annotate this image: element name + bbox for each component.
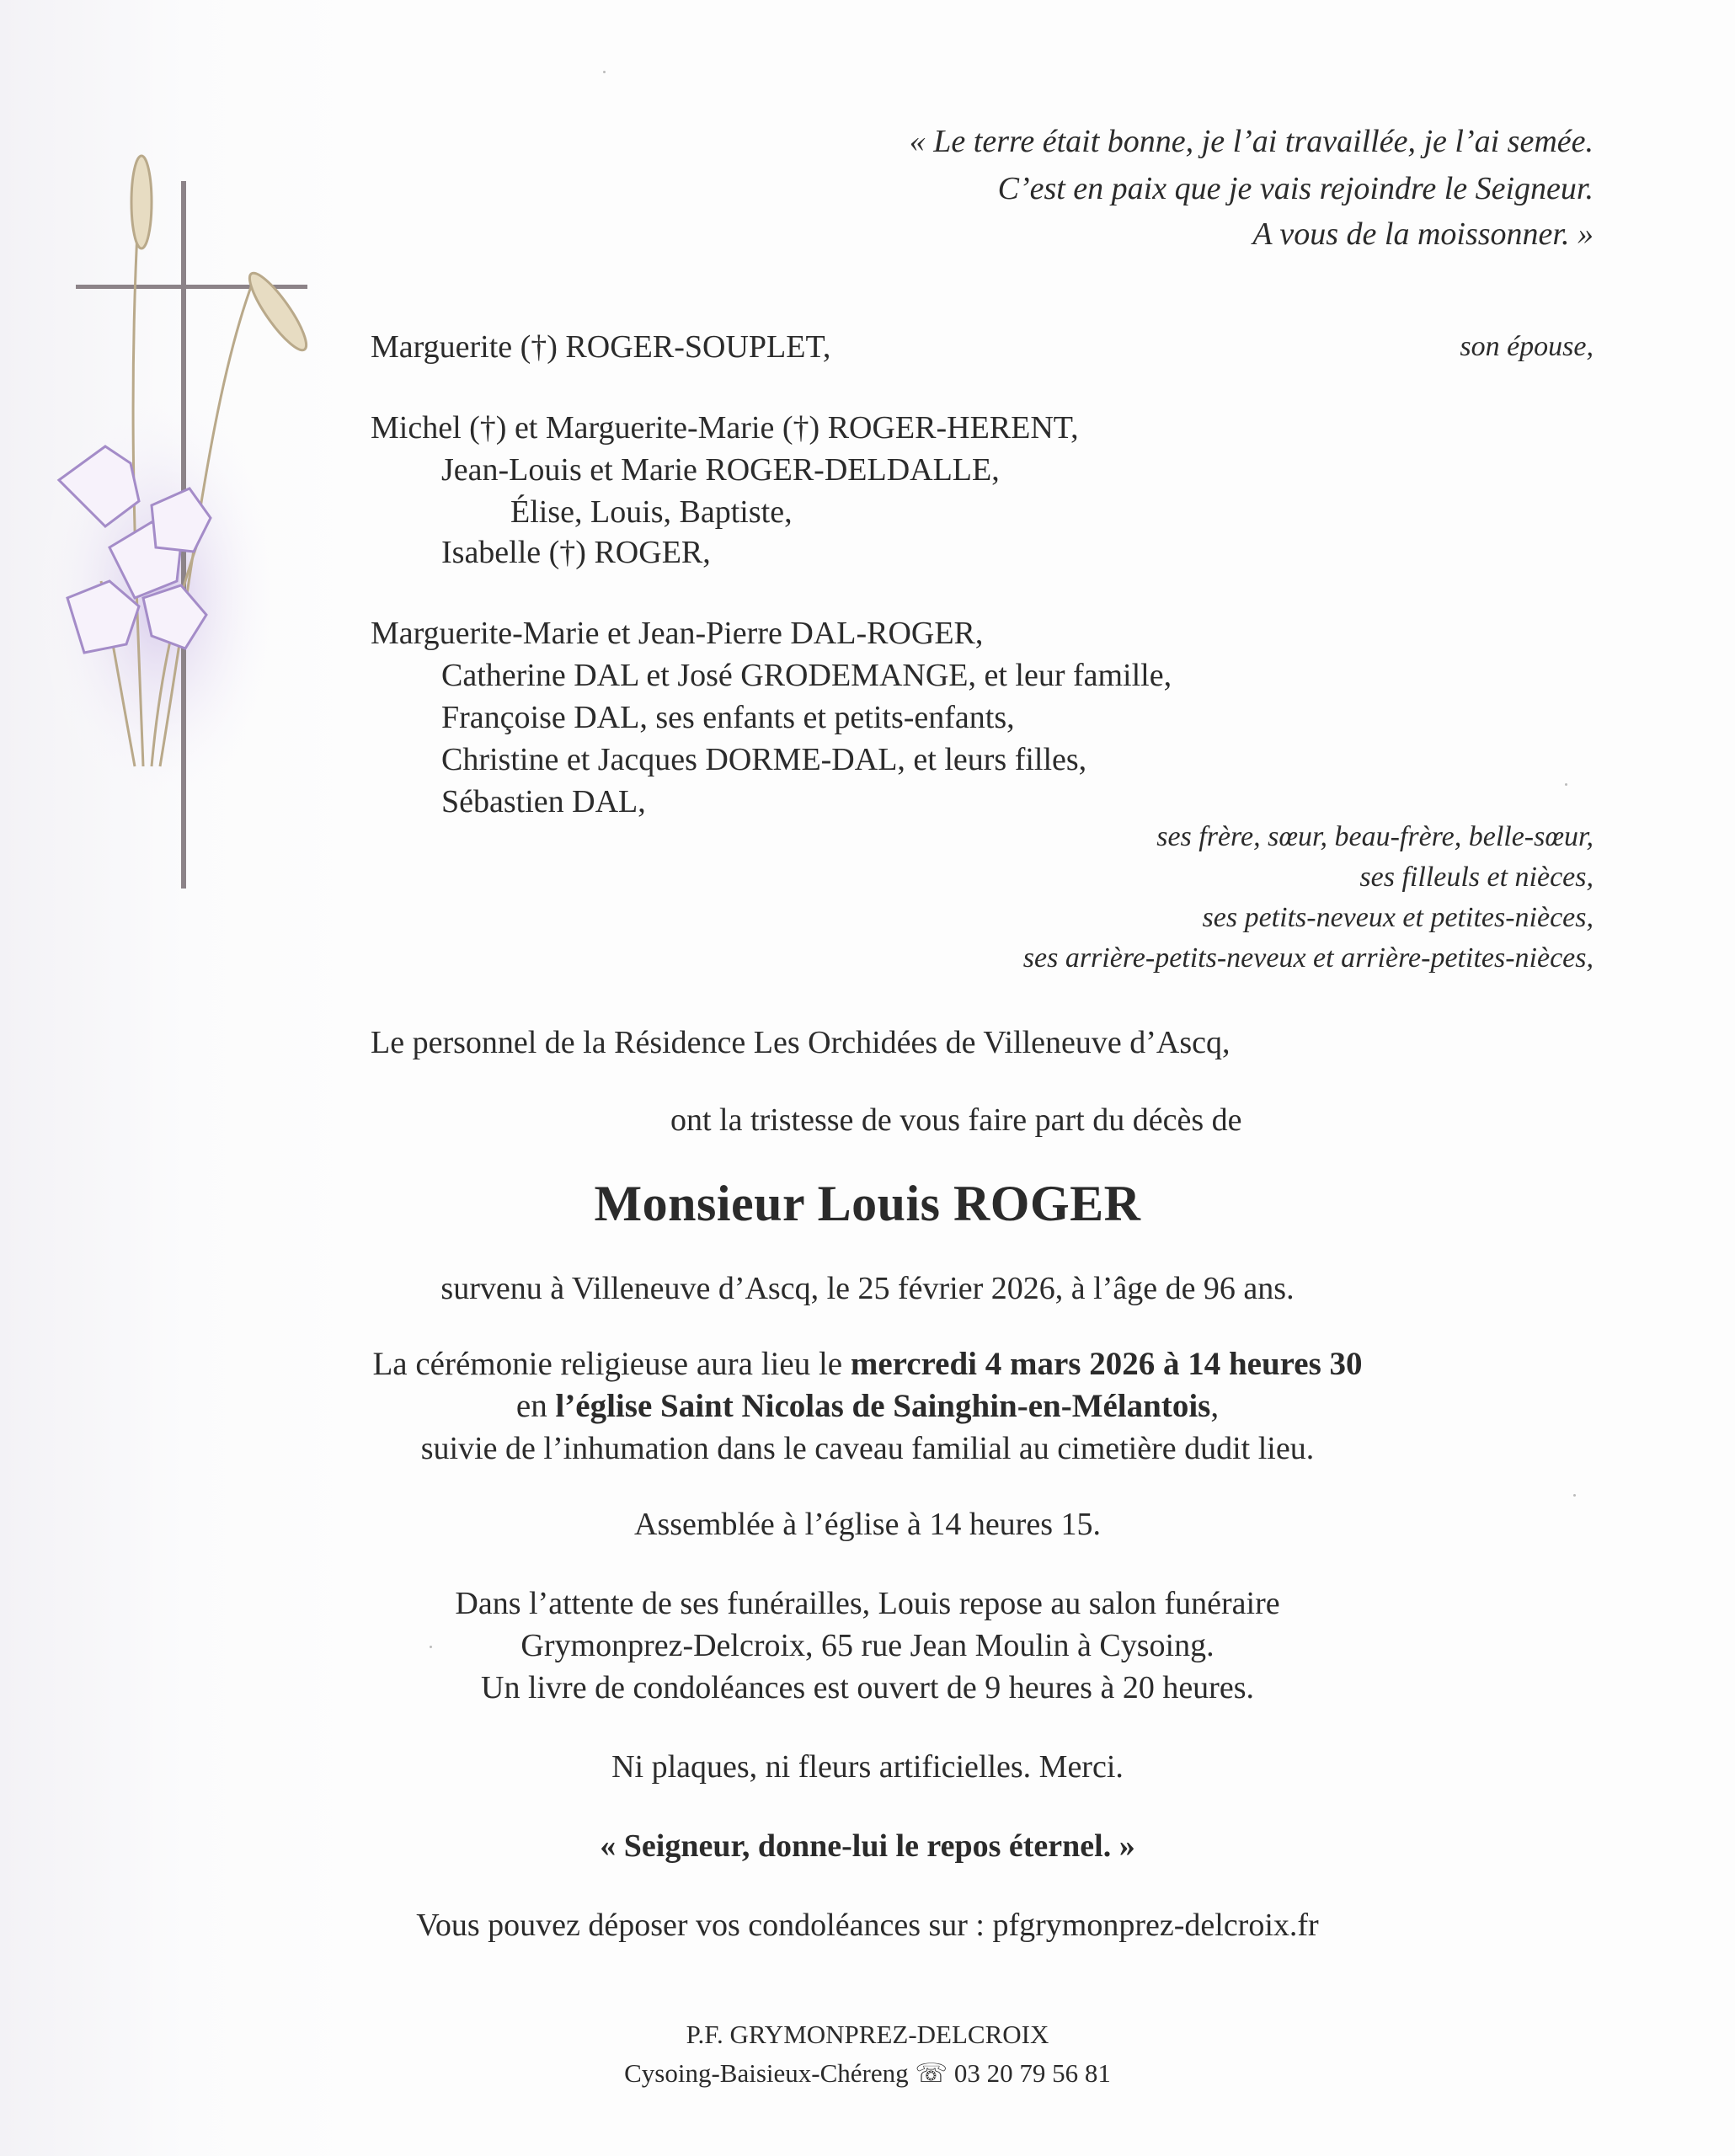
relation-line: ses arrière-petits-neveux et arrière-petites-nièces, <box>1022 942 1594 974</box>
relation-line: ses petits-neveux et petites-nièces, <box>1202 902 1594 933</box>
footer-contact <box>0 2053 1735 2094</box>
footer-company: P.F. GRYMONPREZ-DELCROIX <box>686 2020 1049 2049</box>
ceremony-line-3: suivie de l’inhumation dans le caveau familial au cimetière dudit lieu. <box>420 1431 1315 1466</box>
footer-phone: 03 20 79 56 81 <box>953 2058 1111 2088</box>
cross-flowers-illustration <box>34 126 320 910</box>
family-line: Françoise DAL, ses enfants et petits-enfants, <box>441 700 1015 735</box>
announcement-line: ont la tristesse de vous faire part du décès de <box>670 1102 1242 1138</box>
rest-line: Un livre de condoléances est ouvert de 9 heures à 20 heures. <box>481 1670 1254 1705</box>
family-line: Élise, Louis, Baptiste, <box>510 494 793 530</box>
ceremony-text: La cérémonie religieuse aura lieu le <box>372 1346 851 1382</box>
family-line: Catherine DAL et José GRODEMANGE, et leur famille, <box>441 658 1172 693</box>
prayer-line: « Seigneur, donne-lui le repos éternel. » <box>600 1828 1135 1864</box>
ceremony-text: , <box>1210 1388 1220 1424</box>
family-line: Marguerite-Marie et Jean-Pierre DAL-ROGER, <box>371 616 984 651</box>
scan-speck <box>1573 1494 1576 1497</box>
family-line: Isabelle (†) ROGER, <box>441 535 711 570</box>
epigraph-line-2: C’est en paix que je vais rejoindre le Seigneur. <box>997 171 1594 206</box>
family-line: Jean-Louis et Marie ROGER-DELDALLE, <box>441 452 1000 488</box>
scan-speck <box>430 1646 432 1648</box>
death-info: survenu à Villeneuve d’Ascq, le 25 février 2026, à l’âge de 96 ans. <box>440 1271 1295 1306</box>
rest-line: Dans l’attente de ses funérailles, Louis repose au salon funéraire <box>455 1586 1280 1621</box>
condolences-line: Vous pouvez déposer vos condoléances sur : pfgrymonprez-delcroix.fr <box>416 1908 1319 1943</box>
family-line: Christine et Jacques DORME-DAL, et leurs filles, <box>441 742 1087 777</box>
family-line: Sébastien DAL, <box>441 784 646 819</box>
assembly-line: Assemblée à l’église à 14 heures 15. <box>634 1507 1101 1542</box>
relation-line: ses filleuls et nièces, <box>1359 862 1594 893</box>
ceremony-datetime: mercredi 4 mars 2026 à 14 heures 30 <box>850 1346 1363 1382</box>
ceremony-place: l’église Saint Nicolas de Sainghin-en-Mélantois <box>555 1388 1211 1424</box>
ceremony-text: en <box>515 1388 556 1424</box>
family-line: Michel (†) et Marguerite-Marie (†) ROGER-HERENT, <box>371 410 1079 446</box>
scan-speck <box>1565 783 1567 786</box>
spouse-relation: son épouse, <box>1460 331 1594 362</box>
relation-line: ses frère, sœur, beau-frère, belle-sœur, <box>1156 821 1594 852</box>
staff-line: Le personnel de la Résidence Les Orchidées de Villeneuve d’Ascq, <box>371 1025 1231 1060</box>
phone-icon: ☏ <box>915 2058 948 2088</box>
footer-locations: Cysoing-Baisieux-Chéreng <box>624 2058 909 2088</box>
epigraph-line-1: « Le terre était bonne, je l’ai travaillée, je l’ai semée. <box>909 124 1594 159</box>
rest-line: Grymonprez-Delcroix, 65 rue Jean Moulin à Cysoing. <box>520 1628 1214 1663</box>
flowers-notice: Ni plaques, ni fleurs artificielles. Merci. <box>611 1749 1124 1785</box>
deceased-name: Monsieur Louis ROGER <box>594 1176 1141 1231</box>
spouse-name: Marguerite (†) ROGER-SOUPLET, <box>371 329 831 365</box>
ceremony-line-1 <box>0 1344 1735 1385</box>
ceremony-line-2 <box>0 1386 1735 1427</box>
epigraph-line-3: A vous de la moissonner. » <box>1252 216 1594 252</box>
scan-speck <box>603 71 606 73</box>
